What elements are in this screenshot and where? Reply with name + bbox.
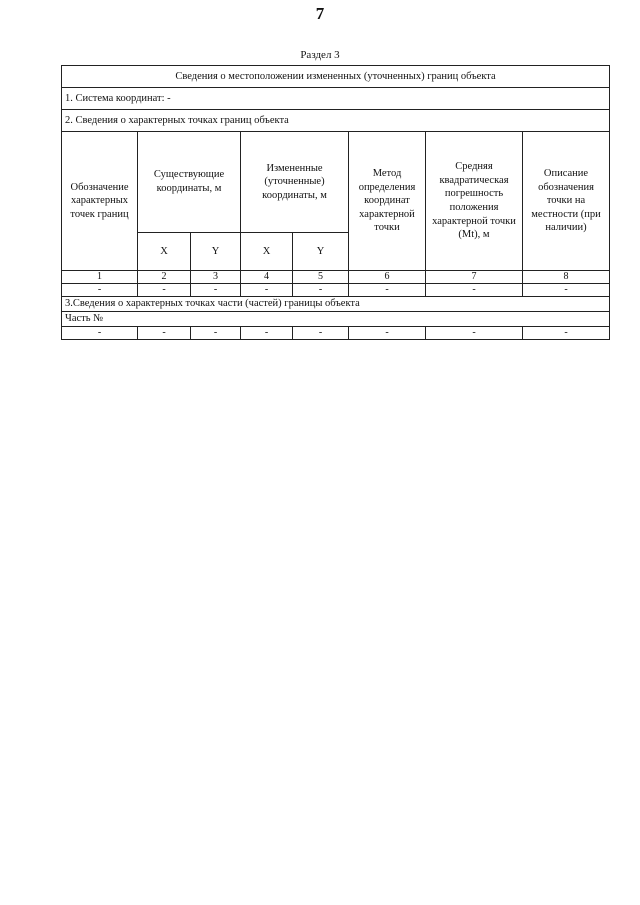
table-cell: - [191, 327, 241, 340]
page-number: 7 [315, 4, 325, 23]
parts-heading: 3.Сведения о характерных точках части (частей) границы объекта [62, 297, 610, 312]
table-cell: - [62, 284, 138, 297]
table-cell: - [426, 284, 523, 297]
header-method: Метод определения координат характерной точки [349, 132, 426, 271]
points-heading-row [62, 110, 610, 132]
table-cell: - [138, 284, 191, 297]
column-number: 2 [138, 271, 191, 284]
header-existing: Существующие координаты, м [138, 132, 241, 233]
part-label-row [62, 312, 610, 327]
header-description: Описание обозначения точки на местности (при наличии) [523, 132, 610, 271]
header-x-changed: X [241, 233, 293, 271]
header-x-existing: X [138, 233, 191, 271]
table-cell: - [293, 327, 349, 340]
header-designation: Обозначение характерных точек границ [62, 132, 138, 271]
column-numbers-row [62, 271, 610, 284]
column-number: 6 [349, 271, 426, 284]
table-cell: - [349, 327, 426, 340]
parts-heading-row [62, 297, 610, 312]
column-number: 7 [426, 271, 523, 284]
coord-system: 1. Система координат: - [62, 88, 610, 110]
column-number: 1 [62, 271, 138, 284]
table-cell: - [138, 327, 191, 340]
header-error: Средняя квадратическая погрешность положения характерной точки (Mt), м [426, 132, 523, 271]
table-row [62, 284, 610, 297]
coord-system-row [62, 88, 610, 110]
boundary-table [61, 65, 610, 340]
header-y-existing: Y [191, 233, 241, 271]
part-label: Часть № [62, 312, 610, 327]
header-changed: Измененные (уточненные) координаты, м [241, 132, 349, 233]
table-cell: - [349, 284, 426, 297]
header-y-changed: Y [293, 233, 349, 271]
table-cell: - [293, 284, 349, 297]
column-number: 4 [241, 271, 293, 284]
table-cell: - [241, 284, 293, 297]
table-cell: - [426, 327, 523, 340]
table-cell: - [523, 284, 610, 297]
column-number: 8 [523, 271, 610, 284]
table-cell: - [62, 327, 138, 340]
column-number: 3 [191, 271, 241, 284]
table-cell: - [523, 327, 610, 340]
column-number: 5 [293, 271, 349, 284]
header-row [62, 132, 610, 233]
table-title-row [62, 66, 610, 88]
table-cell: - [241, 327, 293, 340]
table-title: Сведения о местоположении измененных (уточненных) границ объекта [62, 66, 610, 88]
table-cell: - [191, 284, 241, 297]
points-heading: 2. Сведения о характерных точках границ объекта [62, 110, 610, 132]
table-row [62, 327, 610, 340]
section-title: Раздел 3 [300, 49, 340, 61]
